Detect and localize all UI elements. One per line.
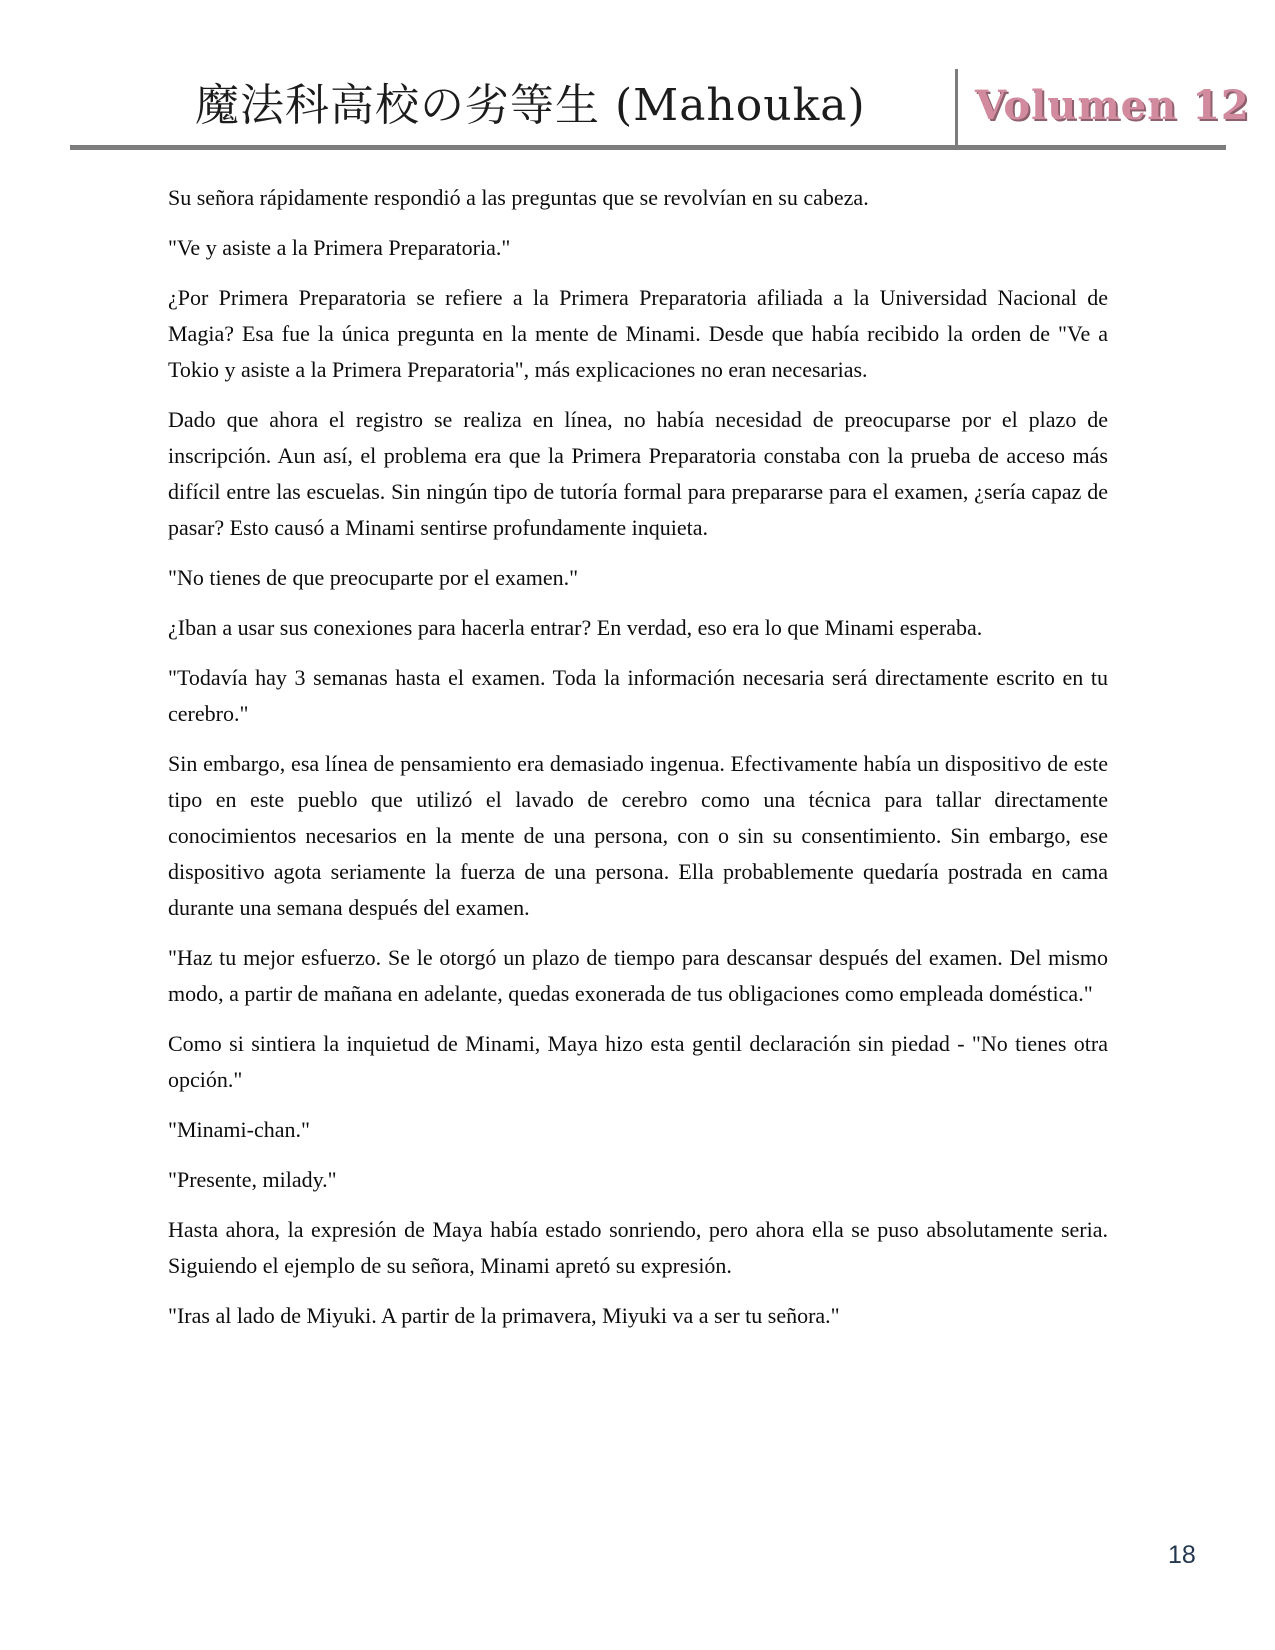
header-rule xyxy=(70,145,1226,150)
paragraph: "Presente, milady." xyxy=(168,1167,337,1192)
paragraph: ¿Iban a usar sus conexiones para hacerla entrar? En verdad, eso era lo que Minami esperaba. xyxy=(168,615,983,640)
paragraph: Como si sintiera la inquietud de Minami, Maya hizo esta gentil declaración sin piedad - "No tienes otra opción." xyxy=(168,1031,1108,1092)
paragraph: "Ve y asiste a la Primera Preparatoria." xyxy=(168,235,511,260)
paragraph: Sin embargo, esa línea de pensamiento era demasiado ingenua. Efectivamente había un dispositivo de este tipo en este pueblo que utilizó el lavado de cerebro como una técnica para tallar directamente conocimientos necesarios en la mente de una persona, con o sin su consentimiento. Sin embargo, ese dispositivo agota seriamente la fuerza de una persona. Ella probablemente quedaría postrada en cama durante una semana después del examen. xyxy=(168,751,1108,920)
paragraph: "Haz tu mejor esfuerzo. Se le otorgó un plazo de tiempo para descansar después del examen. Del mismo modo, a partir de mañana en adelante, quedas exonerada de tus obligaciones como empleada doméstica." xyxy=(168,945,1108,1006)
paragraph: ¿Por Primera Preparatoria se refiere a la Primera Preparatoria afiliada a la Universidad Nacional de Magia? Esa fue la única pregunta en la mente de Minami. Desde que había recibido la orden de "Ve a Tokio y asiste a la Primera Preparatoria", más explicaciones no eran necesarias. xyxy=(168,285,1108,382)
page-number: 18 xyxy=(1168,1541,1196,1569)
paragraph: Su señora rápidamente respondió a las preguntas que se revolvían en su cabeza. xyxy=(168,185,869,210)
paragraph: "No tienes de que preocuparte por el examen." xyxy=(168,565,579,590)
paragraph: "Minami-chan." xyxy=(168,1117,310,1142)
paragraph: "Iras al lado de Miyuki. A partir de la primavera, Miyuki va a ser tu señora." xyxy=(168,1303,840,1328)
header-divider xyxy=(955,69,958,145)
paragraph: Hasta ahora, la expresión de Maya había estado sonriendo, pero ahora ella se puso absolutamente seria. Siguiendo el ejemplo de su señora, Minami apretó su expresión. xyxy=(168,1217,1108,1278)
book-title: 魔法科高校の劣等生 (Mahouka) xyxy=(195,80,866,131)
paragraph: Dado que ahora el registro se realiza en línea, no había necesidad de preocuparse por el plazo de inscripción. Aun así, el problema era que la Primera Preparatoria constaba con la prueba de acceso más difícil entre las escuelas. Sin ningún tipo de tutoría formal para prepararse para el examen, ¿sería capaz de pasar? Esto causó a Minami sentirse profundamente inquieta. xyxy=(168,407,1108,540)
page-body xyxy=(168,180,1108,1348)
volume-label: Volumen 12 xyxy=(975,82,1250,129)
paragraph: "Todavía hay 3 semanas hasta el examen. Toda la información necesaria será directamente escrito en tu cerebro." xyxy=(168,665,1108,726)
